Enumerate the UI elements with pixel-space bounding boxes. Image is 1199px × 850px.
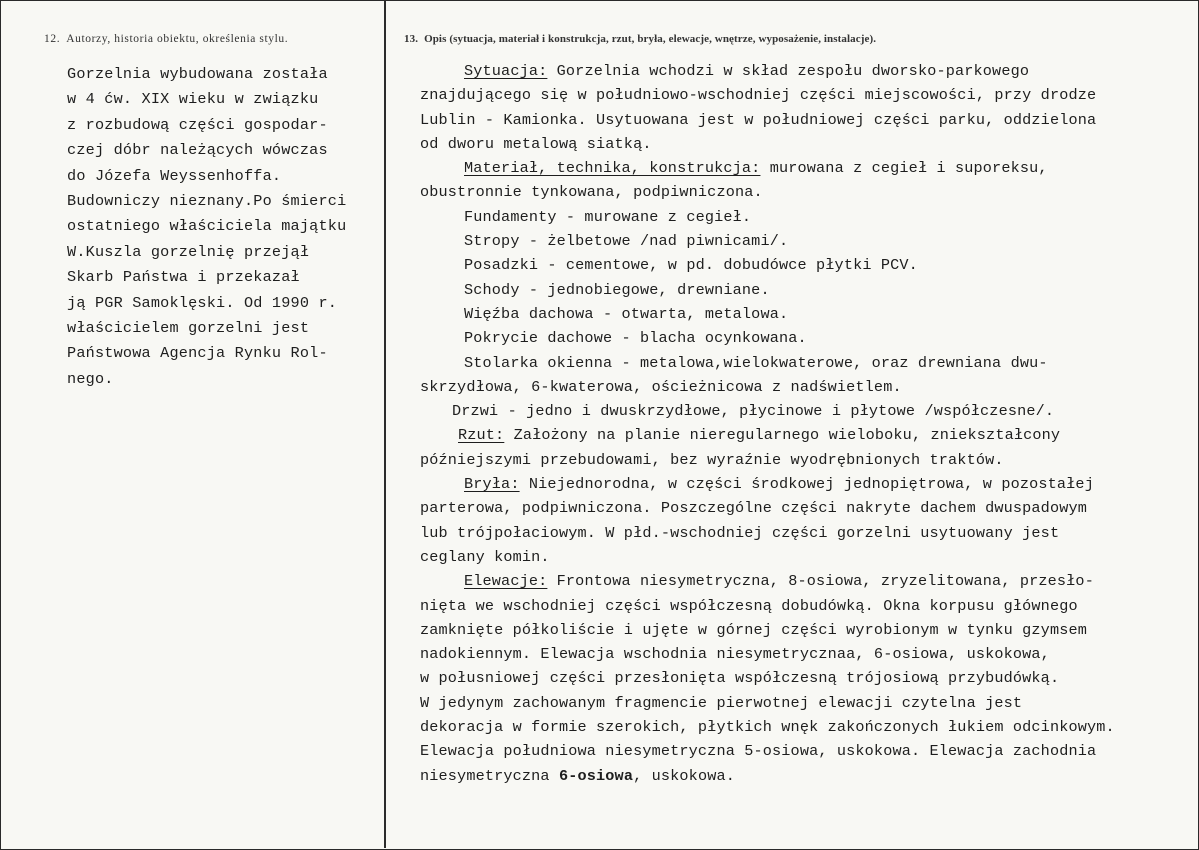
history-line: ją PGR Samoklęski. Od 1990 r. [67, 293, 338, 312]
rzut-line: późniejszymi przebudowami, bez wyraźnie wyodrębnionych traktów. [420, 450, 1004, 469]
right-header-number: 13. [404, 33, 419, 45]
material-item: Więźba dachowa - otwarta, metalowa. [464, 304, 789, 323]
bryla-line: parterowa, podpiwniczona. Poszczególne części nakryte dachem dwuspadowym [420, 499, 1088, 518]
elewacje-line: dekoracja w formie szerokich, płytkich wnęk zakończonych łukiem odcinkowym. [420, 718, 1115, 737]
elewacje-line: w połusniowej części przesłonięta współczesną trójosiową przybudówką. [420, 669, 1060, 688]
history-line: Państwowa Agencja Rynku Rol- [67, 344, 328, 363]
history-line: w 4 ćw. XIX wieku w związku [67, 90, 319, 109]
history-line: właścicielem gorzelni jest [67, 318, 310, 337]
material-label: Materiał, technika, konstrukcja: [464, 159, 761, 178]
material-item: Stolarka okienna - metalowa,wielokwaterowe, oraz drewniana dwu- [464, 353, 1048, 372]
elewacje-line: zamknięte półkoliście i ujęte w górnej części wyrobionym w tynku gzymsem [420, 620, 1088, 639]
history-line: z rozbudową części gospodar- [67, 115, 328, 134]
history-line: do Józefa Weyssenhoffa. [67, 166, 282, 185]
history-line: Skarb Państwa i przekazał [67, 268, 300, 287]
sytuacja-line: znajdującego się w południowo-wschodniej części miejscowości, przy drodze [420, 86, 1097, 105]
rzut-label: Rzut: [458, 426, 505, 445]
left-column-header [44, 33, 288, 45]
material-line: obustronnie tynkowana, podpiwniczona. [420, 183, 763, 202]
elewacje-line: W jedynym zachowanym fragmencie pierwotnej elewacji czytelna jest [420, 693, 1023, 712]
right-header-text: Opis (sytuacja, materiał i konstrukcja, rzut, bryła, elewacje, wnętrze, wyposażenie, instalacje). [424, 33, 877, 45]
material-item: Drzwi - jedno i dwuskrzydłowe, płycinowe i płytowe /współczesne/. [452, 402, 1055, 421]
material-line: Materiał, technika, konstrukcja: murowana z cegieł i suporeksu, [464, 159, 1048, 178]
material-item: Schody - jednobiegowe, drewniane. [464, 280, 770, 299]
history-line: ostatniego właściciela majątku [67, 217, 347, 236]
bryla-label: Bryła: [464, 475, 520, 494]
elewacje-line: nadokiennym. Elewacja wschodnia niesymetrycznaa, 6-osiowa, uskokowa, [420, 645, 1050, 664]
material-item: Fundamenty - murowane z cegieł. [464, 207, 752, 226]
rzut-line: Rzut: Założony na planie nieregularnego wieloboku, zniekształcony [458, 426, 1061, 445]
material-item: Stropy - żelbetowe /nad piwnicami/. [464, 232, 789, 251]
material-item: Pokrycie dachowe - blacha ocynkowana. [464, 329, 807, 348]
bryla-line: ceglany komin. [420, 547, 550, 566]
bryla-line: lub trójpołaciowym. W płd.-wschodniej części gorzelni usytuowany jest [420, 523, 1060, 542]
elewacje-line: Elewacje: Frontowa niesymetryczna, 8-osiowa, zryzelitowana, przesło- [464, 572, 1094, 591]
column-divider [384, 0, 386, 848]
left-header-text: Autorzy, historia obiektu, określenia stylu. [66, 33, 289, 45]
history-line: Gorzelnia wybudowana została [67, 65, 328, 83]
history-text [67, 62, 377, 392]
material-line: skrzydłowa, 6-kwaterowa, ościeżnicowa z nadświetlem. [420, 377, 902, 396]
bryla-line: Bryła: Niejednorodna, w części środkowej jednopiętrowa, w pozostałej [464, 475, 1094, 494]
material-item: Posadzki - cementowe, w pd. dobudówce płytki PCV. [464, 256, 918, 275]
left-header-number: 12. [44, 33, 61, 45]
sytuacja-line: Sytuacja: Gorzelnia wchodzi w skład zespołu dworsko-parkowego [464, 62, 1030, 80]
description-text [420, 59, 1195, 788]
history-line: W.Kuszla gorzelnię przejął [67, 242, 310, 261]
elewacje-line: nięta we wschodniej części współczesną dobudówką. Okna korpusu głównego [420, 596, 1078, 615]
right-column-header [404, 33, 876, 45]
history-line: Budowniczy nieznany.Po śmierci [67, 191, 347, 210]
sytuacja-line: od dworu metalową siatką. [420, 134, 652, 153]
elewacje-label: Elewacje: [464, 572, 548, 591]
sytuacja-label: Sytuacja: [464, 62, 548, 80]
history-line: nego. [67, 369, 114, 388]
sytuacja-line: Lublin - Kamionka. Usytuowana jest w południowej części parku, oddzielona [420, 110, 1097, 129]
elewacje-line: Elewacja południowa niesymetryczna 5-osiowa, uskokowa. Elewacja zachodnia [420, 742, 1097, 761]
elewacje-line: niesymetryczna 6-osiowa, uskokowa. [420, 766, 735, 785]
history-line: czej dóbr należących wówczas [67, 141, 328, 160]
